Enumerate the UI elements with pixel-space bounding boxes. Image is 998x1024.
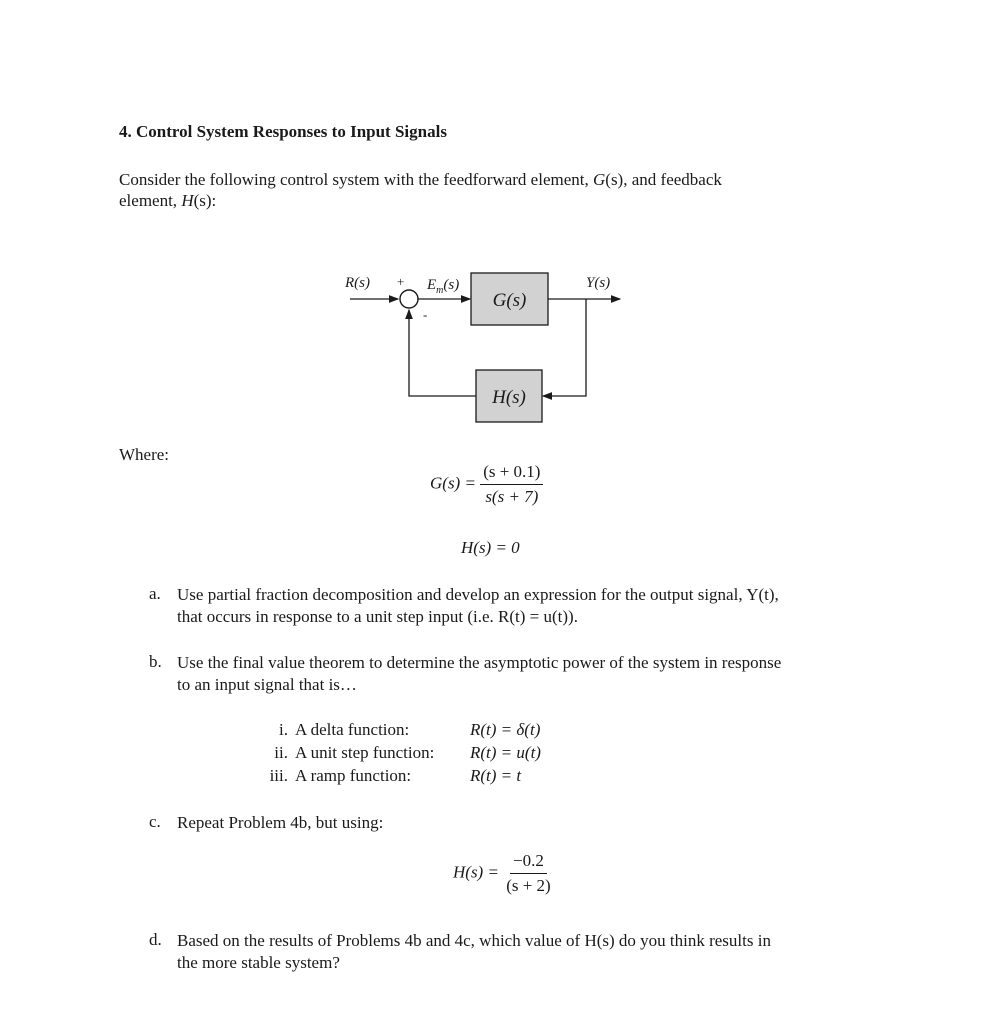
feedback-block-label: H(s) <box>492 387 526 408</box>
equation-G-lhs: G(s) = <box>430 473 476 493</box>
part-b-item-2-expr: R(t) = u(t) <box>470 743 541 762</box>
equation-G-fraction <box>480 462 543 507</box>
part-d-line-1: Based on the results of Problems 4b and 4c, which value of H(s) do you think results in <box>177 931 771 950</box>
intro-line-2-post: : <box>211 191 217 210</box>
intro-line-2-pre: element, <box>119 191 182 210</box>
intro-G-symbol: G <box>593 170 606 189</box>
minus-sign: - <box>423 307 428 322</box>
problem-heading: 4. Control System Responses to Input Signals <box>119 122 447 141</box>
intro-line-1-pre: Consider the following control system with the feedforward element, <box>119 170 593 189</box>
part-d-line-2: the more stable system? <box>177 953 340 972</box>
part-b-label: b. <box>149 652 162 671</box>
part-b-line-2: to an input signal that is… <box>177 675 357 694</box>
intro-H-symbol: H <box>181 191 194 210</box>
part-b-item-3-text: A ramp function: <box>295 766 412 785</box>
part-b-item-2-text: A unit step function: <box>295 743 435 762</box>
summing-junction <box>400 290 418 308</box>
feedback-path-in <box>543 299 586 396</box>
block-diagram <box>330 262 630 432</box>
part-b-item-1-num: i. <box>279 720 288 739</box>
part-b-item-3-num: iii. <box>269 766 288 785</box>
feedback-path-out <box>409 310 476 396</box>
part-b-item-2-num: ii. <box>274 743 288 762</box>
intro-H-arg: (s) <box>193 191 212 210</box>
part-b-item-1-text: A delta function: <box>295 720 410 739</box>
error-label-arg: (s) <box>443 277 460 293</box>
equation-H-alt-denominator: (s + 2) <box>506 876 551 895</box>
equation-H-alt-numerator: −0.2 <box>510 851 547 874</box>
part-b-item-3-expr: R(t) = t <box>470 766 522 785</box>
part-a-line-2: that occurs in response to a unit step input (i.e. R(t) = u(t)). <box>177 607 578 626</box>
intro-line-2 <box>119 190 216 211</box>
intro-line-1-post: , and feedback <box>623 170 722 189</box>
part-d-label: d. <box>149 930 162 949</box>
output-label: Y(s) <box>586 275 611 291</box>
part-b-line-1: Use the final value theorem to determine the asymptotic power of the system in response <box>177 653 782 672</box>
equation-H-alt <box>453 851 554 896</box>
intro-line-1 <box>119 169 722 190</box>
plus-sign: + <box>397 274 405 289</box>
equation-H: H(s) = 0 <box>461 538 520 557</box>
error-label <box>426 277 459 296</box>
intro-G-arg: (s) <box>605 170 624 189</box>
equation-H-alt-fraction <box>503 851 554 896</box>
part-c-line-1: Repeat Problem 4b, but using: <box>177 813 384 832</box>
equation-H-alt-lhs: H(s) = <box>453 862 499 882</box>
error-label-E: E <box>427 277 437 293</box>
part-a-line-1: Use partial fraction decomposition and develop an expression for the output signal, Y(t), <box>177 585 779 604</box>
forward-block-label: G(s) <box>492 290 527 311</box>
part-c-label: c. <box>149 812 161 831</box>
where-label: Where: <box>119 445 170 464</box>
equation-G-denominator: s(s + 7) <box>485 487 539 506</box>
equation-G <box>430 462 543 507</box>
equation-G-numerator: (s + 0.1) <box>480 462 543 485</box>
part-b-item-1-expr: R(t) = δ(t) <box>470 720 541 739</box>
error-label-sub: m <box>436 285 444 296</box>
part-a-label: a. <box>149 584 161 603</box>
input-label: R(s) <box>345 275 370 291</box>
